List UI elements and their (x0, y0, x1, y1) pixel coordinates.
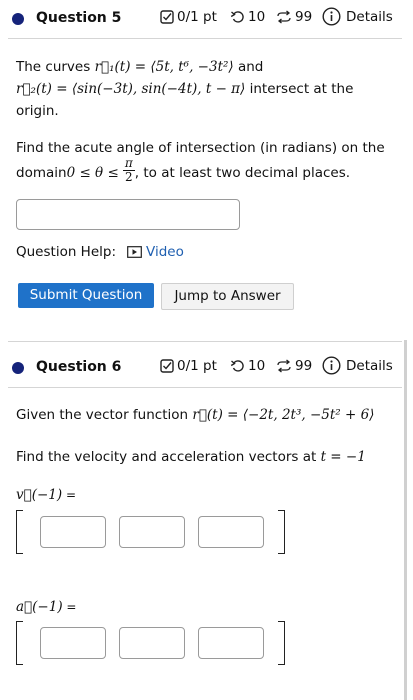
velocity-z-input[interactable] (198, 516, 264, 548)
video-link[interactable] (127, 244, 184, 260)
tries-value: 10 (248, 358, 266, 374)
divider (8, 38, 402, 39)
attempts-indicator (276, 9, 312, 25)
fraction (123, 157, 135, 184)
right-bracket (278, 510, 285, 554)
velocity-x-input[interactable] (40, 516, 106, 548)
find-line (16, 447, 366, 467)
vector-function-math: r⃗(t) = ⟨−2t, 2t³, −5t² + 6⟩ (192, 407, 375, 423)
question-6-header (0, 349, 402, 387)
help-label: Question Help: (16, 244, 116, 260)
velocity-math: v⃗(−1) (16, 487, 63, 503)
problem-line-2 (16, 79, 353, 99)
fraction-denominator: 2 (124, 170, 133, 184)
question-5-header (0, 0, 402, 38)
scrollbar-track[interactable] (404, 340, 407, 700)
divider (8, 387, 402, 388)
question-title: Question 5 (36, 10, 122, 26)
tries-value: 10 (248, 9, 266, 25)
find-line-1: Find the acute angle of intersection (in radians) on the (16, 140, 385, 156)
answer-input[interactable] (16, 199, 240, 230)
attempts-value: 99 (295, 358, 313, 374)
equals-sign: = (62, 600, 77, 614)
velocity-y-input[interactable] (119, 516, 185, 548)
curve-2-math: r⃗₂(t) = ⟨sin(−3t), sin(−4t), t − π⟩ (16, 81, 246, 97)
equals-sign: = (62, 488, 77, 502)
fraction-numerator: π (124, 156, 133, 170)
info-icon (322, 356, 341, 375)
undo-icon (230, 10, 245, 24)
acceleration-label (16, 597, 76, 617)
find-line-2 (16, 156, 351, 184)
velocity-label (16, 485, 76, 505)
question-bullet (12, 13, 24, 25)
problem-line-3: origin. (16, 103, 59, 119)
question-title: Question 6 (36, 359, 122, 375)
acceleration-x-input[interactable] (40, 627, 106, 659)
acceleration-math: a⃗(−1) (16, 599, 63, 615)
points-value: 0/1 pt (177, 358, 217, 374)
details-label: Details (346, 357, 393, 374)
points-indicator (160, 9, 217, 25)
problem-text: The curves (16, 59, 95, 75)
problem-text: Find the velocity and acceleration vectors at (16, 449, 321, 465)
attempts-value: 99 (295, 9, 313, 25)
tries-indicator (230, 9, 265, 25)
checkbox-icon (160, 359, 174, 373)
problem-text: intersect at the (245, 81, 354, 97)
left-bracket (16, 621, 23, 665)
video-label: Video (146, 244, 184, 260)
given-line (16, 405, 374, 425)
problem-text: and (233, 59, 264, 75)
question-help (16, 244, 184, 260)
domain-math: 0 ≤ θ ≤ (66, 164, 119, 181)
question-bullet (12, 362, 24, 374)
left-bracket (16, 510, 23, 554)
points-value: 0/1 pt (177, 9, 217, 25)
time-math: t = −1 (320, 449, 366, 465)
submit-question-button[interactable]: Submit Question (18, 283, 154, 308)
problem-text: Given the vector function (16, 407, 193, 423)
right-bracket (278, 621, 285, 665)
checkbox-icon (160, 10, 174, 24)
problem-text: , to at least two decimal places. (134, 164, 351, 181)
undo-icon (230, 359, 245, 373)
details-button[interactable] (322, 7, 393, 26)
video-icon (127, 246, 142, 258)
retry-icon (276, 359, 292, 373)
jump-to-answer-button[interactable]: Jump to Answer (161, 283, 294, 310)
acceleration-y-input[interactable] (119, 627, 185, 659)
problem-line-1 (16, 57, 263, 77)
details-button[interactable] (322, 356, 393, 375)
curve-1-math: r⃗₁(t) = ⟨5t, t⁶, −3t²⟩ (94, 59, 234, 75)
problem-text: domain (16, 164, 67, 181)
points-indicator (160, 358, 217, 374)
retry-icon (276, 10, 292, 24)
tries-indicator (230, 358, 265, 374)
info-icon (322, 7, 341, 26)
details-label: Details (346, 8, 393, 25)
divider (8, 341, 402, 342)
attempts-indicator (276, 358, 312, 374)
acceleration-z-input[interactable] (198, 627, 264, 659)
